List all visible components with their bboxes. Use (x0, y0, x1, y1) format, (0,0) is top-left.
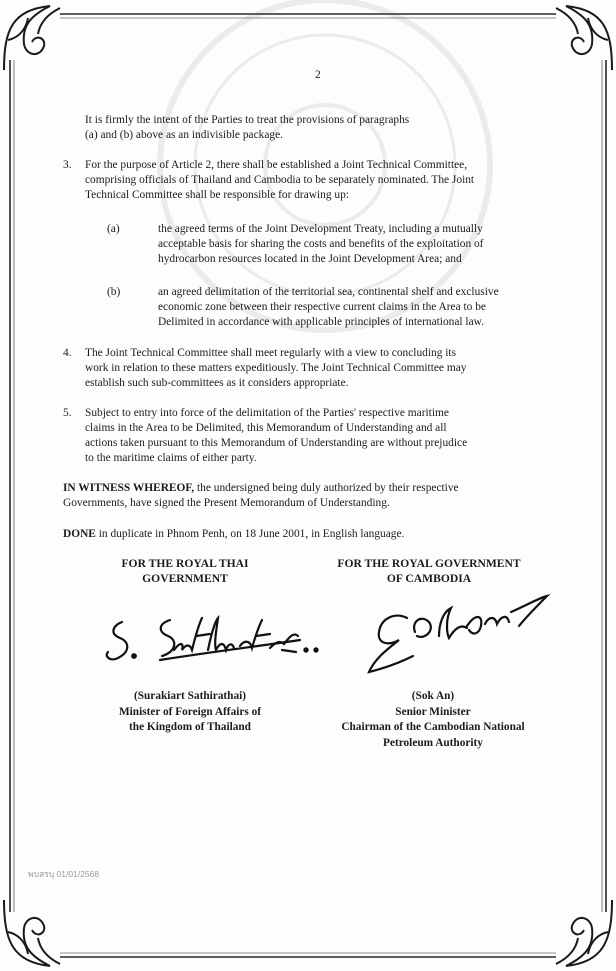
heading-line: OF CAMBODIA (386, 571, 472, 585)
paragraph-line: claims in the Area to be Delimited, this Memorandum of Understanding and all (85, 422, 447, 434)
heading-line: GOVERNMENT (142, 571, 228, 585)
page-number: 2 (315, 69, 321, 81)
cambodia-signature (355, 588, 555, 683)
signatory-title: Chairman of the Cambodian National (341, 721, 525, 733)
signatory-title: the Kingdom of Thailand (129, 721, 251, 733)
intro-line: It is firmly the intent of the Parties to treat the provisions of paragraphs (85, 114, 410, 126)
paragraph-line: establish such sub-committees as it considers appropriate. (85, 377, 349, 389)
heading-line: FOR THE ROYAL THAI (121, 557, 249, 570)
cambodia-signatory-heading (316, 557, 542, 586)
archive-stamp: พบสรบุ 01/01/2568 (28, 869, 100, 879)
paragraph-number: 5. (63, 407, 72, 419)
paragraph-line: comprising officials of Thailand and Cambodia to be separately nominated. The Joint (85, 174, 475, 186)
thai-signatory-block (80, 689, 300, 736)
thai-signatory-heading (100, 557, 270, 586)
cambodia-signatory-block (312, 689, 554, 751)
signatory-name: (Surakiart Sathirathai) (133, 690, 247, 702)
heading-line: FOR THE ROYAL GOVERNMENT (337, 557, 521, 570)
item-label: (a) (107, 223, 120, 235)
item-line: economic zone between their respective current claims in the Area to be (158, 301, 486, 313)
paragraph-line: actions taken pursuant to this Memorandum of Understanding are without prejudice (85, 437, 468, 449)
item-line: hydrocarbon resources located in the Joint Development Area; and (158, 253, 462, 265)
intro-line: (a) and (b) above as an indivisible package. (85, 129, 283, 141)
witness-clause (63, 481, 459, 496)
paragraph-line: to the maritime claims of either party. (85, 452, 257, 464)
signatory-title: Petroleum Authority (383, 736, 483, 749)
item-line: an agreed delimitation of the territorial sea, continental shelf and exclusive (158, 286, 499, 298)
witness-text: the undersigned being duly authorized by their respective (194, 482, 459, 494)
done-clause (63, 527, 404, 542)
signatory-title: Senior Minister (395, 705, 471, 718)
paragraph-line: For the purpose of Article 2, there shall be established a Joint Technical Committee, (85, 159, 468, 171)
item-line: the agreed terms of the Joint Development Treaty, including a mutually (158, 223, 483, 235)
witness-text: Governments, have signed the Present Memorandum of Understanding. (63, 497, 390, 509)
item-line: Delimited in accordance with applicable principles of international law. (158, 316, 484, 328)
item-label: (b) (107, 286, 121, 298)
item-line: acceptable basis for sharing the costs and benefits of the exploitation of (158, 238, 484, 250)
done-text: in duplicate in Phnom Penh, on 18 June 2001, in English language. (95, 528, 405, 540)
paragraph-line: Technical Committee shall be responsible for drawing up: (85, 189, 349, 201)
paragraph-line: Subject to entry into force of the delimitation of the Parties' respective maritime (85, 407, 449, 419)
paragraph-number: 4. (63, 347, 72, 359)
signatory-title: Minister of Foreign Affairs of (118, 705, 262, 718)
done-heading: DONE (63, 528, 96, 540)
paragraph-line: work in relation to these matters expeditiously. The Joint Technical Committee may (85, 362, 467, 374)
witness-heading: IN WITNESS WHEREOF, (63, 482, 195, 494)
thai-signature (100, 600, 330, 680)
signatory-name: (Sok An) (411, 690, 455, 702)
paragraph-line: The Joint Technical Committee shall meet regularly with a view to concluding its (85, 347, 456, 359)
paragraph-number: 3. (63, 159, 72, 171)
